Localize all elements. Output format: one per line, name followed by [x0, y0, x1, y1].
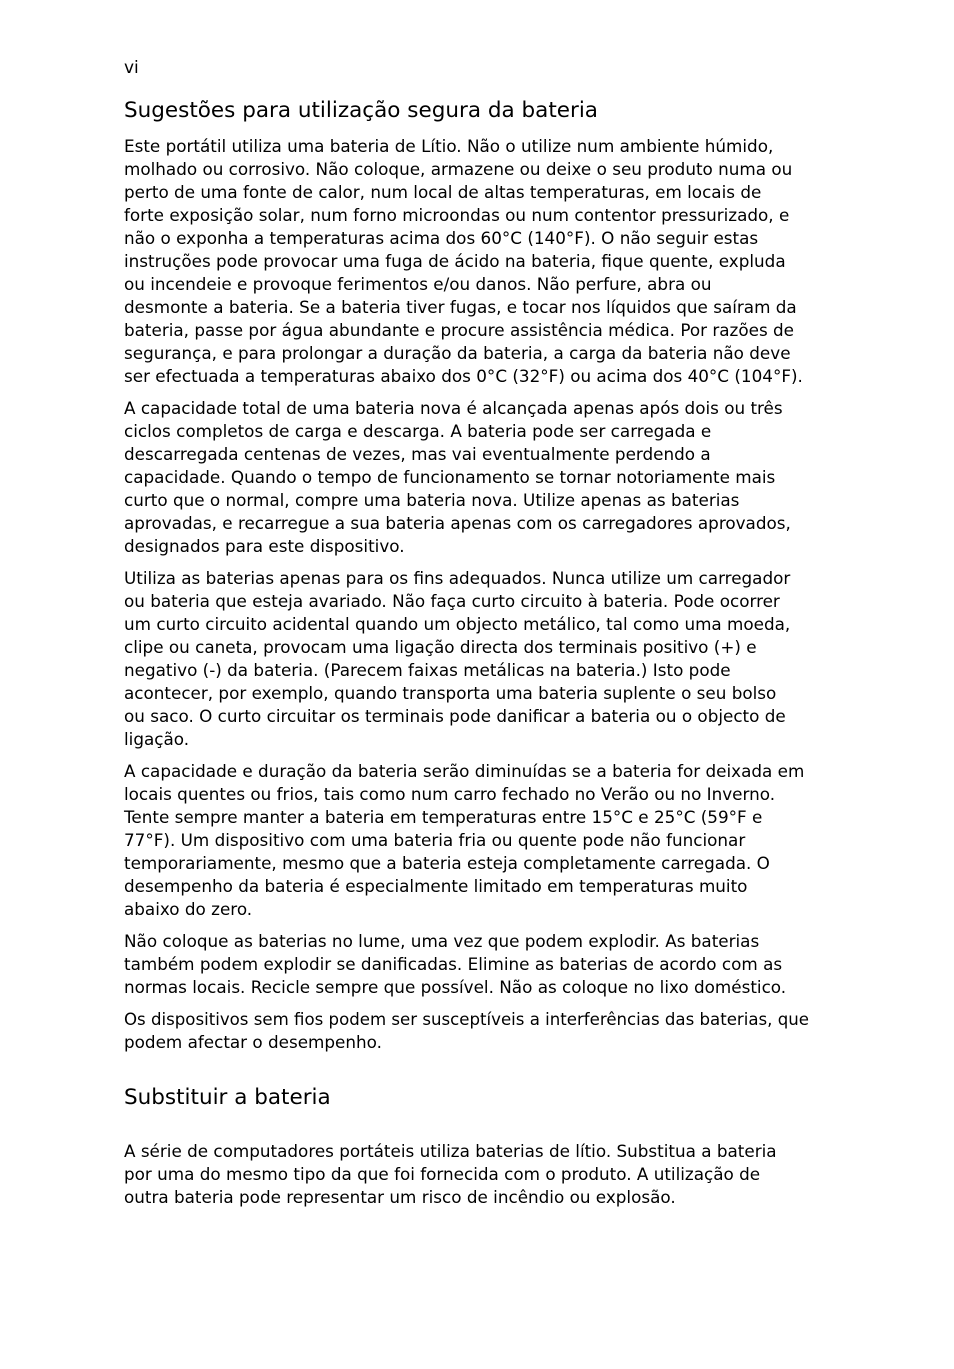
paragraph-line: ser efectuada a temperaturas abaixo dos 0°C (32°F) ou acima dos 40°C (104°F).	[124, 366, 803, 386]
paragraph-line: curto que o normal, compre uma bateria nova. Utilize apenas as baterias	[124, 490, 740, 510]
paragraph-line: A série de computadores portáteis utiliza baterias de lítio. Substitua a bateria	[124, 1141, 777, 1161]
paragraph-line: acontecer, por exemplo, quando transporta uma bateria suplente o seu bolso	[124, 683, 777, 703]
paragraph-line: ou incendeie e provoque ferimentos e/ou danos. Não perfure, abra ou	[124, 274, 712, 294]
paragraph-line: por uma do mesmo tipo da que foi fornecida com o produto. A utilização de	[124, 1164, 761, 1184]
paragraph-line: desempenho da bateria é especialmente limitado em temperaturas muito	[124, 876, 748, 896]
paragraph-line: abaixo do zero.	[124, 899, 253, 919]
paragraph-line: não o exponha a temperaturas acima dos 60°C (140°F). O não seguir estas	[124, 228, 759, 248]
paragraph-line: designados para este dispositivo.	[124, 536, 405, 556]
paragraph	[124, 397, 814, 558]
paragraph	[124, 135, 814, 388]
paragraph	[124, 1008, 814, 1054]
paragraph-line: Utiliza as baterias apenas para os fins adequados. Nunca utilize um carregador	[124, 568, 791, 588]
paragraph-line: Este portátil utiliza uma bateria de Lítio. Não o utilize num ambiente húmido,	[124, 136, 774, 156]
paragraph-line: Não coloque as baterias no lume, uma vez que podem explodir. As baterias	[124, 931, 760, 951]
paragraph-line: Tente sempre manter a bateria em temperaturas entre 15°C e 25°C (59°F e	[124, 807, 763, 827]
paragraph-line: aprovadas, e recarregue a sua bateria apenas com os carregadores aprovados,	[124, 513, 791, 533]
section-body-replace-battery	[124, 1140, 814, 1218]
paragraph-line: normas locais. Recicle sempre que possível. Não as coloque no lixo doméstico.	[124, 977, 787, 997]
paragraph-line: clipe ou caneta, provocam uma ligação directa dos terminais positivo (+) e	[124, 637, 757, 657]
paragraph-line: forte exposição solar, num forno microondas ou num contentor pressurizado, e	[124, 205, 790, 225]
paragraph	[124, 1140, 814, 1209]
paragraph-line: 77°F). Um dispositivo com uma bateria fria ou quente pode não funcionar	[124, 830, 746, 850]
paragraph-line: temporariamente, mesmo que a bateria esteja completamente carregada. O	[124, 853, 770, 873]
paragraph-line: ou saco. O curto circuitar os terminais pode danificar a bateria ou o objecto de	[124, 706, 786, 726]
paragraph	[124, 930, 814, 999]
paragraph-line: perto de uma fonte de calor, num local de altas temperaturas, em locais de	[124, 182, 762, 202]
paragraph-line: outra bateria pode representar um risco de incêndio ou explosão.	[124, 1187, 676, 1207]
paragraph-line: ligação.	[124, 729, 190, 749]
paragraph-line: Os dispositivos sem fios podem ser susceptíveis a interferências das baterias, que	[124, 1010, 809, 1029]
paragraph-line: ciclos completos de carga e descarga. A bateria pode ser carregada e	[124, 421, 712, 441]
section-title-battery-safety: Sugestões para utilização segura da bateria	[124, 98, 598, 123]
page-number: vi	[124, 58, 139, 78]
paragraph-line: desmonte a bateria. Se a bateria tiver fugas, e tocar nos líquidos que saíram da	[124, 297, 797, 317]
paragraph-line: descarregada centenas de vezes, mas vai eventualmente perdendo a	[124, 444, 711, 464]
paragraph-line: molhado ou corrosivo. Não coloque, armazene ou deixe o seu produto numa ou	[124, 159, 793, 179]
paragraph-line: A capacidade e duração da bateria serão diminuídas se a bateria for deixada em	[124, 761, 805, 781]
paragraph	[124, 760, 814, 921]
paragraph-line: ou bateria que esteja avariado. Não faça curto circuito à bateria. Pode ocorrer	[124, 591, 780, 611]
paragraph-line: locais quentes ou frios, tais como num carro fechado no Verão ou no Inverno.	[124, 784, 776, 804]
paragraph-line: A capacidade total de uma bateria nova é alcançada apenas após dois ou três	[124, 398, 783, 418]
paragraph-line: instruções pode provocar uma fuga de ácido na bateria, fique quente, expluda	[124, 251, 786, 271]
paragraph-line: segurança, e para prolongar a duração da bateria, a carga da bateria não deve	[124, 343, 791, 363]
section-body-battery-safety	[124, 135, 814, 1063]
paragraph-line: bateria, passe por água abundante e procure assistência médica. Por razões de	[124, 320, 794, 340]
paragraph-line: capacidade. Quando o tempo de funcionamento se tornar notoriamente mais	[124, 467, 776, 487]
section-title-replace-battery: Substituir a bateria	[124, 1085, 331, 1110]
paragraph-line: podem afectar o desempenho.	[124, 1032, 382, 1052]
paragraph-line: também podem explodir se danificadas. Elimine as baterias de acordo com as	[124, 954, 783, 974]
paragraph	[124, 567, 814, 751]
paragraph-line: um curto circuito acidental quando um objecto metálico, tal como uma moeda,	[124, 614, 791, 634]
paragraph-line: negativo (-) da bateria. (Parecem faixas metálicas na bateria.) Isto pode	[124, 660, 731, 680]
